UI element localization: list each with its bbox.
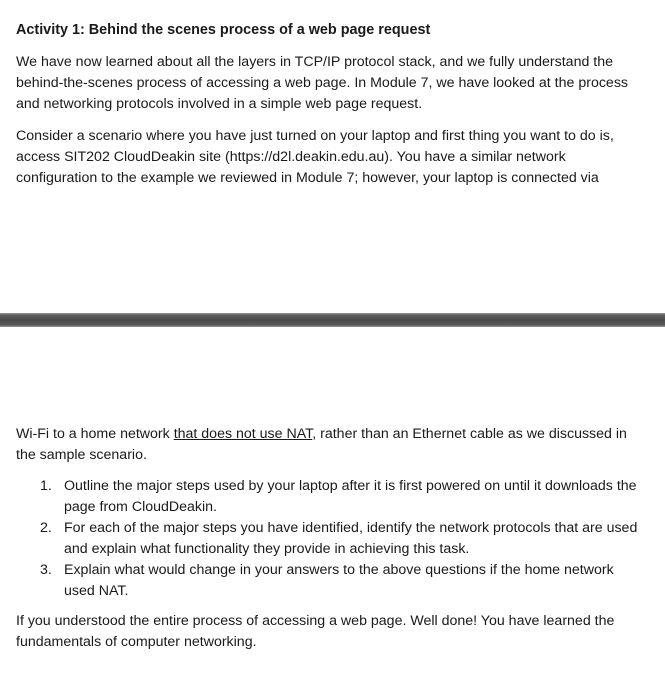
list-item [16, 560, 646, 602]
list-item-number: 2. [40, 520, 52, 536]
activity-heading: Activity 1: Behind the scenes process of a web page request [16, 22, 431, 38]
list-item-number: 3. [40, 562, 52, 578]
document-page-top [0, 0, 665, 313]
list-item-text: Outline the major steps used by your laptop after it is first powered on until it downloads the page from CloudDeakin. [64, 478, 637, 515]
scenario-continuation-paragraph [16, 424, 646, 466]
scenario-paragraph: Consider a scenario where you have just turned on your laptop and first thing you want to do is, access SIT202 CloudDeakin site (https://d2l.deakin.edu.au). You have a similar network configuration to the example we reviewed in Module 7; however, your laptop is connected via [16, 128, 614, 186]
document-page-bottom [0, 327, 665, 681]
scenario-text-after: , rather than an Ethernet cable as we discussed in the sample scenario. [16, 426, 627, 463]
scenario-text-before: Wi-Fi to a home network [16, 426, 174, 442]
underlined-phrase: that does not use NAT [173, 426, 313, 442]
list-item-number: 1. [40, 478, 52, 494]
intro-paragraph: We have now learned about all the layers in TCP/IP protocol stack, and we fully understand the behind-the-scenes process of accessing a web page. In Module 7, we have looked at the process and networking protocols involved in a simple web page request. [16, 54, 629, 112]
page-break-divider [0, 313, 665, 327]
list-item-text: For each of the major steps you have identified, identify the network protocols that are used and explain what functionality they provide in achieving this task. [64, 520, 638, 557]
list-item [16, 518, 646, 560]
questions-list [16, 476, 646, 602]
closing-paragraph: If you understood the entire process of accessing a web page. Well done! You have learned the fundamentals of computer networking. [16, 613, 615, 650]
list-item [16, 476, 646, 518]
list-item-text: Explain what would change in your answers to the above questions if the home network used NAT. [64, 562, 614, 599]
